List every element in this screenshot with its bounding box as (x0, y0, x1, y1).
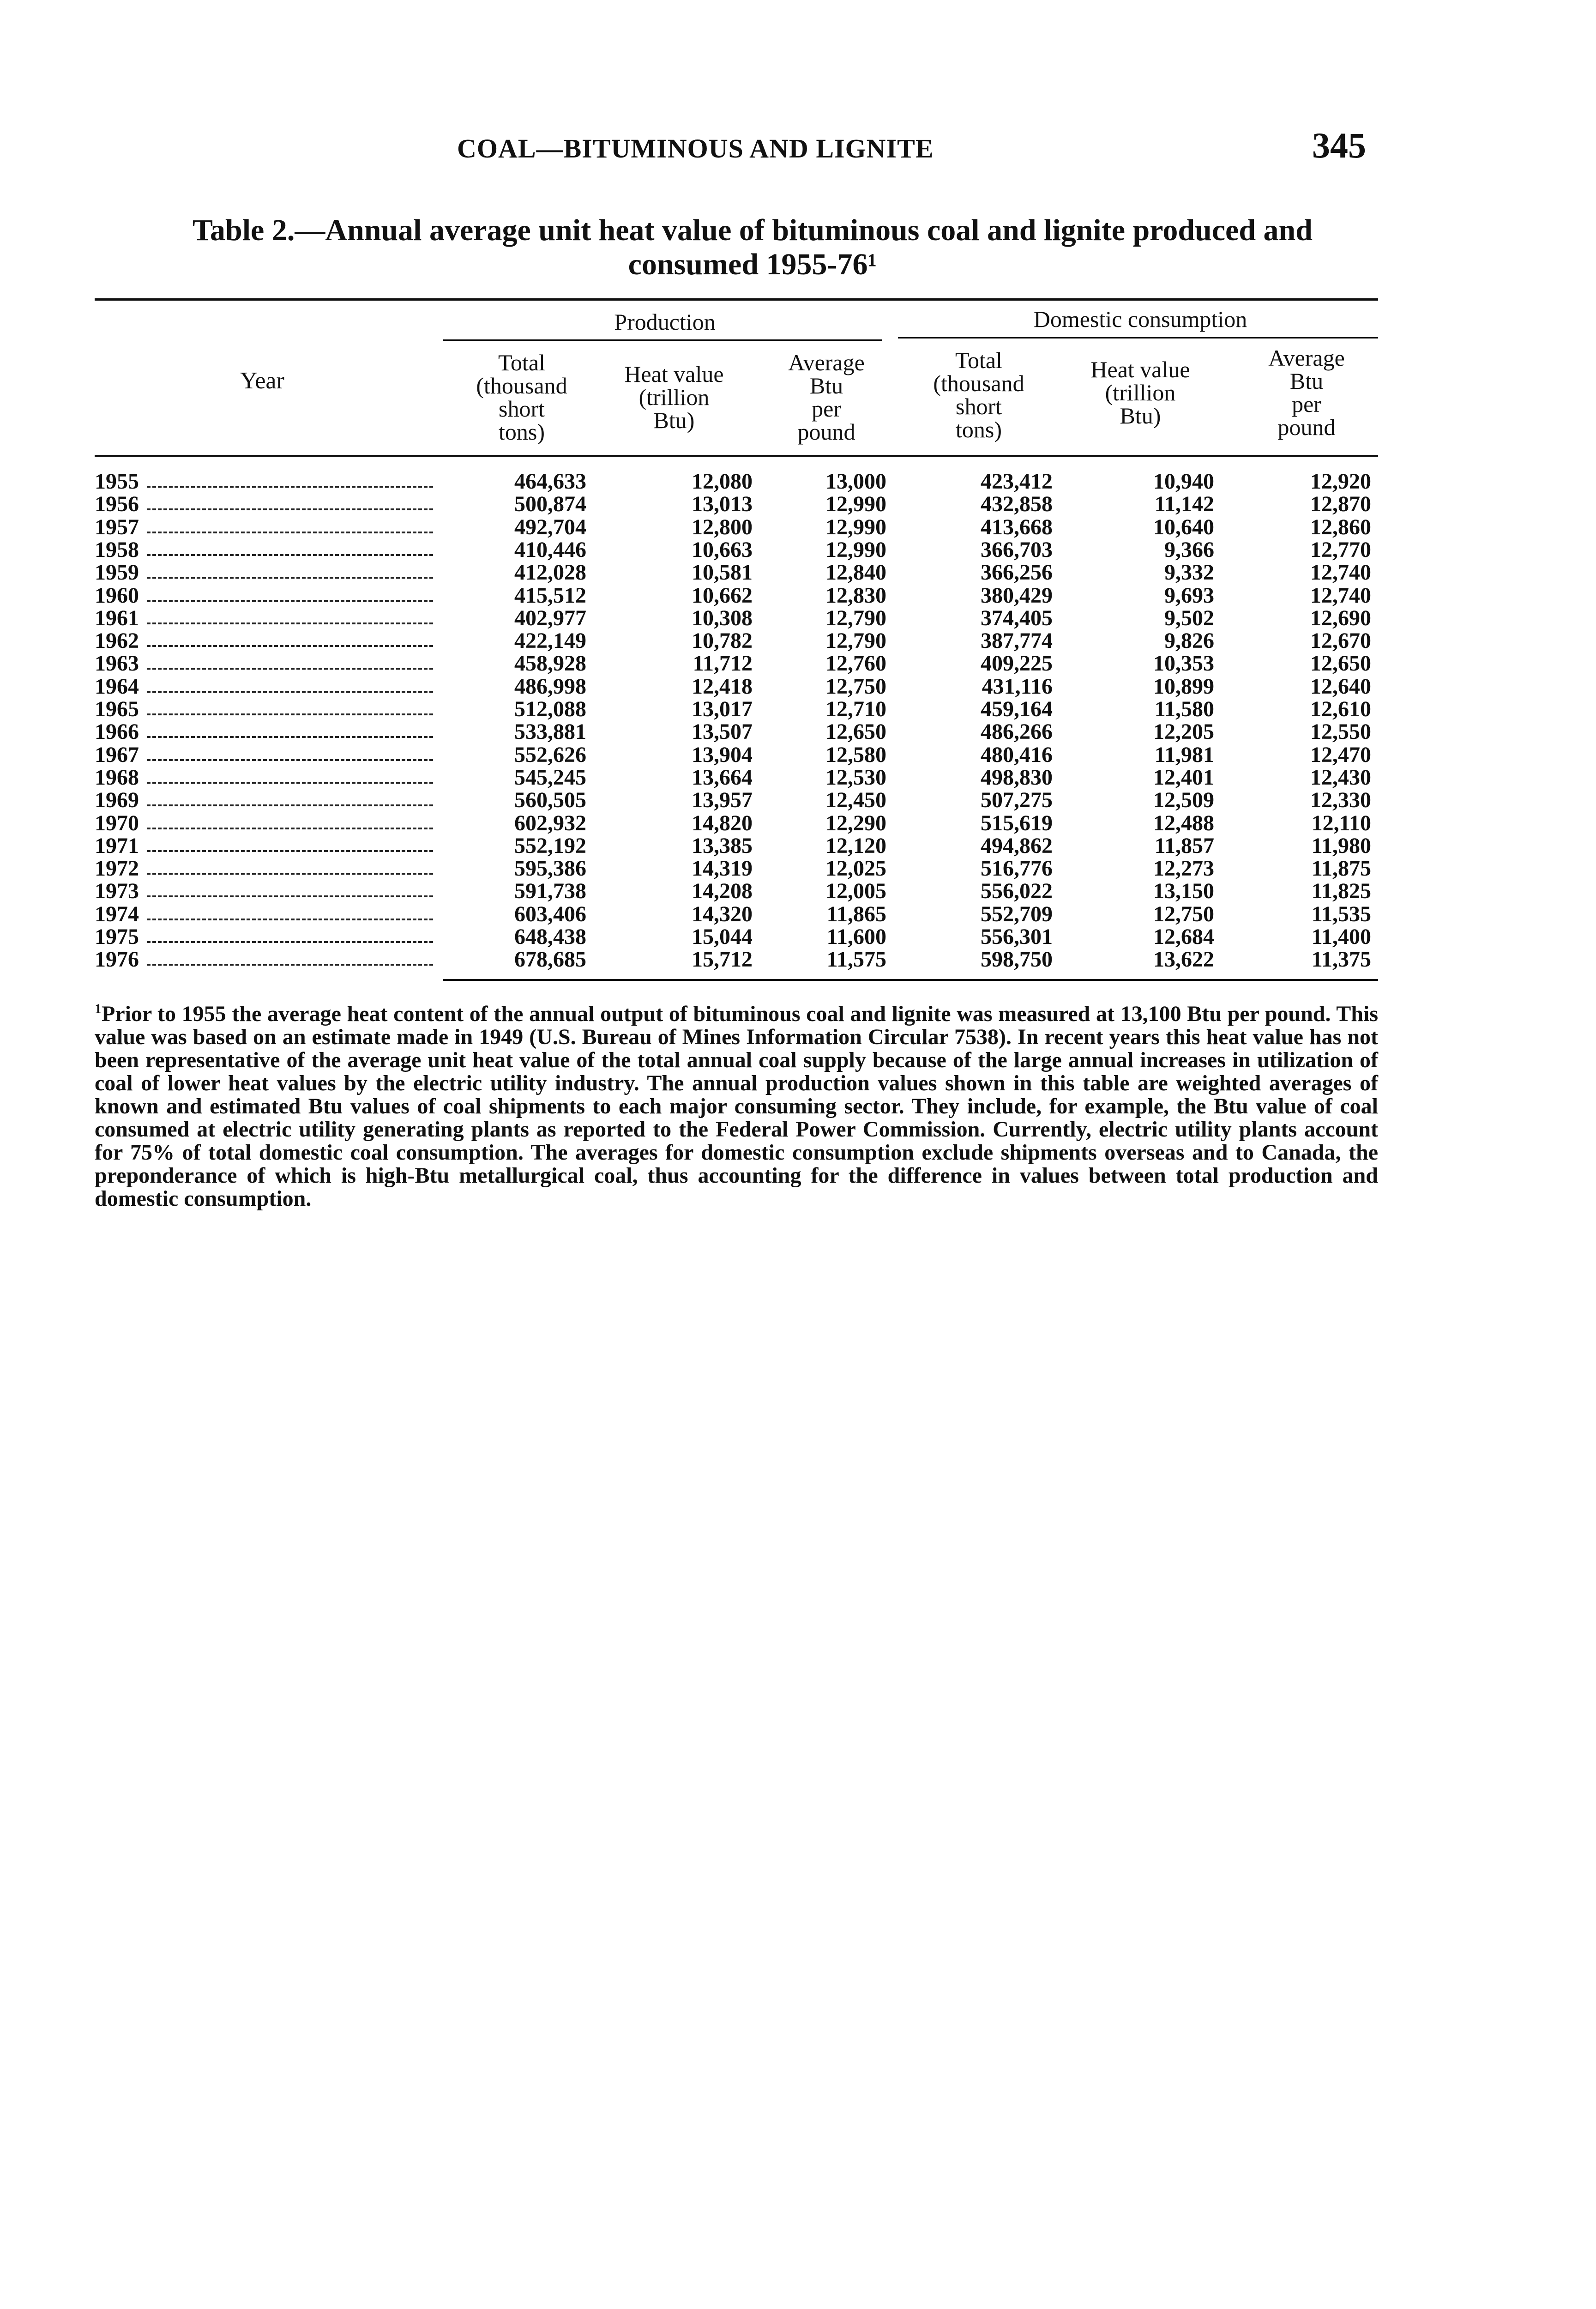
p-avg-cell: 11,865 (826, 902, 886, 926)
c-total-cell: 459,164 (981, 697, 1053, 721)
dot-leader (147, 645, 433, 647)
c-heat-cell: 12,273 (1153, 856, 1214, 881)
c-avg-cell: 11,400 (1311, 925, 1371, 949)
year-cell: 1956 (95, 492, 139, 516)
p-avg-cell: 12,840 (825, 560, 886, 585)
table-row (0, 470, 1596, 493)
dot-leader (147, 532, 433, 533)
c-total-cell: 366,703 (981, 538, 1053, 562)
c-avg-cell: 12,610 (1310, 697, 1371, 721)
c-avg-cell: 12,870 (1310, 492, 1371, 516)
dot-leader (147, 668, 433, 670)
production-group-rule (443, 339, 882, 341)
c-heat-cell: 10,940 (1153, 469, 1214, 494)
table-row (0, 720, 1596, 743)
c-avg-cell: 12,920 (1310, 469, 1371, 494)
dot-leader (147, 804, 433, 806)
p-total-cell: 412,028 (514, 560, 586, 585)
table-bottom-rule (443, 979, 1378, 981)
c-avg-cell: 12,550 (1310, 719, 1371, 744)
p-total-cell: 552,192 (514, 834, 586, 858)
dot-leader (147, 964, 433, 966)
year-cell: 1960 (95, 583, 139, 608)
p-total-cell: 648,438 (514, 925, 586, 949)
c-heat-cell: 10,353 (1153, 651, 1214, 676)
table-row (0, 880, 1596, 902)
c-heat-cell: 13,622 (1153, 947, 1214, 972)
year-cell: 1955 (95, 469, 139, 494)
table-title-line-1: Table 2.—Annual average unit heat value of bituminous coal and lignite produced and (193, 213, 1313, 247)
production-average-header: Average Btu per pound (788, 350, 865, 445)
p-avg-cell: 12,025 (825, 856, 886, 881)
p-heat-cell: 15,712 (692, 947, 753, 972)
p-heat-cell: 13,507 (692, 719, 753, 744)
p-total-cell: 591,738 (514, 879, 586, 903)
year-cell: 1971 (95, 834, 139, 858)
c-avg-cell: 12,740 (1310, 583, 1371, 608)
p-total-cell: 512,088 (514, 697, 586, 721)
dot-leader (147, 486, 433, 488)
page-number: 345 (1312, 125, 1366, 165)
p-heat-cell: 14,208 (692, 879, 753, 903)
p-heat-cell: 10,782 (692, 629, 753, 653)
p-total-cell: 486,998 (514, 674, 586, 699)
c-avg-cell: 12,430 (1310, 765, 1371, 790)
year-cell: 1970 (95, 811, 139, 835)
dot-leader (147, 828, 433, 829)
c-total-cell: 552,709 (981, 902, 1053, 926)
p-total-cell: 410,446 (514, 538, 586, 562)
p-total-cell: 545,245 (514, 765, 586, 790)
p-heat-cell: 14,320 (692, 902, 753, 926)
footnote (95, 997, 1378, 1210)
consumption-total-header: Total (thousand short tons) (933, 347, 1024, 442)
p-avg-cell: 12,120 (825, 834, 886, 858)
p-total-cell: 500,874 (514, 492, 586, 516)
p-heat-cell: 14,319 (692, 856, 753, 881)
c-avg-cell: 12,860 (1310, 515, 1371, 539)
c-heat-cell: 13,150 (1153, 879, 1214, 903)
c-heat-cell: 12,401 (1153, 765, 1214, 790)
c-heat-cell: 12,509 (1153, 788, 1214, 812)
year-cell: 1973 (95, 879, 139, 903)
p-avg-cell: 12,580 (825, 743, 886, 767)
table-row (0, 561, 1596, 584)
year-cell: 1969 (95, 788, 139, 812)
dot-leader (147, 759, 433, 761)
consumption-average-header: Average Btu per pound (1268, 345, 1345, 440)
c-avg-cell: 12,740 (1310, 560, 1371, 585)
p-heat-cell: 10,308 (692, 606, 753, 630)
c-total-cell: 423,412 (981, 469, 1053, 494)
table-row (0, 493, 1596, 515)
c-total-cell: 480,416 (981, 743, 1053, 767)
production-group-header: Production (614, 309, 716, 335)
p-total-cell: 464,633 (514, 469, 586, 494)
production-total-header: Total (thousand short tons) (476, 350, 567, 445)
p-total-cell: 560,505 (514, 788, 586, 812)
dot-leader (147, 941, 433, 943)
year-cell: 1961 (95, 606, 139, 630)
c-total-cell: 374,405 (981, 606, 1053, 630)
p-avg-cell: 12,750 (825, 674, 886, 699)
dot-leader (147, 850, 433, 852)
c-avg-cell: 12,470 (1310, 743, 1371, 767)
table-row (0, 675, 1596, 698)
c-avg-cell: 12,690 (1310, 606, 1371, 630)
table-row (0, 925, 1596, 948)
dot-leader (147, 600, 433, 602)
c-total-cell: 494,862 (981, 834, 1053, 858)
year-cell: 1966 (95, 719, 139, 744)
c-total-cell: 409,225 (981, 651, 1053, 676)
c-heat-cell: 11,580 (1154, 697, 1214, 721)
c-avg-cell: 12,330 (1310, 788, 1371, 812)
c-avg-cell: 11,535 (1311, 902, 1371, 926)
dot-leader (147, 919, 433, 920)
table-row (0, 698, 1596, 720)
p-heat-cell: 13,017 (692, 697, 753, 721)
table-row (0, 743, 1596, 766)
dot-leader (147, 713, 433, 715)
c-heat-cell: 9,332 (1164, 560, 1214, 585)
c-avg-cell: 11,980 (1311, 834, 1371, 858)
p-total-cell: 422,149 (514, 629, 586, 653)
table-row (0, 584, 1596, 607)
p-total-cell: 602,932 (514, 811, 586, 835)
c-total-cell: 515,619 (981, 811, 1053, 835)
p-total-cell: 533,881 (514, 719, 586, 744)
p-total-cell: 492,704 (514, 515, 586, 539)
table-row (0, 766, 1596, 789)
p-avg-cell: 12,990 (825, 492, 886, 516)
production-heat-header: Heat value (trillion Btu) (624, 361, 724, 433)
year-cell: 1964 (95, 674, 139, 699)
c-heat-cell: 9,693 (1164, 583, 1214, 608)
year-cell: 1958 (95, 538, 139, 562)
consumption-heat-header: Heat value (trillion Btu) (1090, 357, 1190, 429)
c-avg-cell: 11,875 (1311, 856, 1371, 881)
p-heat-cell: 14,820 (692, 811, 753, 835)
p-total-cell: 458,928 (514, 651, 586, 676)
c-total-cell: 507,275 (981, 788, 1053, 812)
c-avg-cell: 12,670 (1310, 629, 1371, 653)
year-column-header: Year (240, 368, 284, 394)
table-row (0, 607, 1596, 629)
c-heat-cell: 9,366 (1164, 538, 1214, 562)
p-heat-cell: 11,712 (693, 651, 753, 676)
c-total-cell: 380,429 (981, 583, 1053, 608)
c-avg-cell: 11,825 (1311, 879, 1371, 903)
p-total-cell: 603,406 (514, 902, 586, 926)
dot-leader (147, 554, 433, 556)
header-bottom-rule (95, 455, 1378, 457)
dot-leader (147, 508, 433, 510)
p-heat-cell: 15,044 (692, 925, 753, 949)
table-row (0, 538, 1596, 561)
p-avg-cell: 12,990 (825, 538, 886, 562)
year-cell: 1962 (95, 629, 139, 653)
p-avg-cell: 11,575 (826, 947, 886, 972)
table-row (0, 857, 1596, 880)
footnote-marker: 1 (95, 1001, 102, 1016)
c-total-cell: 387,774 (981, 629, 1053, 653)
running-head: COAL—BITUMINOUS AND LIGNITE (457, 133, 934, 163)
p-total-cell: 415,512 (514, 583, 586, 608)
p-heat-cell: 13,385 (692, 834, 753, 858)
c-total-cell: 366,256 (981, 560, 1053, 585)
year-cell: 1968 (95, 765, 139, 790)
c-total-cell: 486,266 (981, 719, 1053, 744)
p-heat-cell: 13,904 (692, 743, 753, 767)
table-row (0, 629, 1596, 652)
p-avg-cell: 12,790 (825, 606, 886, 630)
p-avg-cell: 12,650 (825, 719, 886, 744)
dot-leader (147, 873, 433, 875)
year-cell: 1974 (95, 902, 139, 926)
p-total-cell: 678,685 (514, 947, 586, 972)
c-heat-cell: 12,750 (1153, 902, 1214, 926)
p-total-cell: 402,977 (514, 606, 586, 630)
p-heat-cell: 12,418 (692, 674, 753, 699)
p-avg-cell: 12,450 (825, 788, 886, 812)
p-heat-cell: 13,013 (692, 492, 753, 516)
c-heat-cell: 9,826 (1164, 629, 1214, 653)
year-cell: 1976 (95, 947, 139, 972)
p-avg-cell: 12,710 (825, 697, 886, 721)
year-cell: 1975 (95, 925, 139, 949)
dot-leader (147, 691, 433, 693)
year-cell: 1967 (95, 743, 139, 767)
p-avg-cell: 12,005 (825, 879, 886, 903)
year-cell: 1972 (95, 856, 139, 881)
c-total-cell: 413,668 (981, 515, 1053, 539)
p-heat-cell: 13,664 (692, 765, 753, 790)
c-heat-cell: 11,142 (1154, 492, 1214, 516)
table-top-rule (95, 298, 1378, 301)
table-row (0, 652, 1596, 675)
c-total-cell: 498,830 (981, 765, 1053, 790)
c-total-cell: 556,022 (981, 879, 1053, 903)
p-heat-cell: 12,080 (692, 469, 753, 494)
dot-leader (147, 736, 433, 738)
dot-leader (147, 782, 433, 784)
dot-leader (147, 623, 433, 624)
dot-leader (147, 577, 433, 579)
c-total-cell: 432,858 (981, 492, 1053, 516)
table-row (0, 789, 1596, 811)
c-avg-cell: 12,770 (1310, 538, 1371, 562)
c-total-cell: 516,776 (981, 856, 1053, 881)
c-heat-cell: 12,684 (1153, 925, 1214, 949)
c-avg-cell: 11,375 (1311, 947, 1371, 972)
p-avg-cell: 12,790 (825, 629, 886, 653)
p-heat-cell: 10,581 (692, 560, 753, 585)
p-avg-cell: 13,000 (825, 469, 886, 494)
year-cell: 1959 (95, 560, 139, 585)
c-heat-cell: 11,857 (1154, 834, 1214, 858)
c-total-cell: 598,750 (981, 947, 1053, 972)
p-avg-cell: 12,760 (825, 651, 886, 676)
c-heat-cell: 10,899 (1153, 674, 1214, 699)
footnote-text: Prior to 1955 the average heat content of the annual output of bituminous coal and lignite was measured at 13,100 Btu per pound. This value was based on an estimate made in 1949 (U.S. Bureau of Mines Information Circular 7538). In recent years this heat value has not been representative of the average unit heat value of the total annual coal supply because of the large annual increases in utilization of coal of lower heat values by the electric utility industry. The annual production values shown in this table are weighted averages of known and estimated Btu values of coal shipments to each major consuming sector. They include, for example, the Btu value of coal consumed at electric utility generating plants as reported to the Federal Power Commission. Currently, electric utility plants account for 75% of total domestic coal consumption. The averages for domestic consumption exclude shipments overseas and to Canada, the preponderance of which is high-Btu metallurgical coal, thus accounting for the difference in values between total production and domestic consumption. (95, 1002, 1378, 1211)
c-heat-cell: 12,488 (1153, 811, 1214, 835)
table-row (0, 903, 1596, 925)
c-heat-cell: 10,640 (1153, 515, 1214, 539)
p-avg-cell: 12,290 (825, 811, 886, 835)
c-avg-cell: 12,110 (1311, 811, 1371, 835)
table-row (0, 812, 1596, 834)
c-avg-cell: 12,640 (1310, 674, 1371, 699)
p-heat-cell: 10,663 (692, 538, 753, 562)
year-cell: 1963 (95, 651, 139, 676)
c-heat-cell: 12,205 (1153, 719, 1214, 744)
table-title (115, 213, 1390, 282)
p-heat-cell: 12,800 (692, 515, 753, 539)
p-total-cell: 595,386 (514, 856, 586, 881)
c-total-cell: 556,301 (981, 925, 1053, 949)
p-heat-cell: 13,957 (692, 788, 753, 812)
year-cell: 1957 (95, 515, 139, 539)
table-title-line-2: consumed 1955-76¹ (628, 248, 877, 281)
consumption-group-header: Domestic consumption (1033, 306, 1247, 332)
dot-leader (147, 895, 433, 897)
p-avg-cell: 12,830 (825, 583, 886, 608)
c-avg-cell: 12,650 (1310, 651, 1371, 676)
p-avg-cell: 11,600 (826, 925, 886, 949)
p-avg-cell: 12,530 (825, 765, 886, 790)
c-heat-cell: 11,981 (1154, 743, 1214, 767)
consumption-group-rule (898, 337, 1378, 338)
table-row (0, 516, 1596, 538)
c-heat-cell: 9,502 (1164, 606, 1214, 630)
p-avg-cell: 12,990 (825, 515, 886, 539)
table-row (0, 834, 1596, 857)
table-row (0, 948, 1596, 971)
p-heat-cell: 10,662 (692, 583, 753, 608)
p-total-cell: 552,626 (514, 743, 586, 767)
year-cell: 1965 (95, 697, 139, 721)
c-total-cell: 431,116 (982, 674, 1053, 699)
